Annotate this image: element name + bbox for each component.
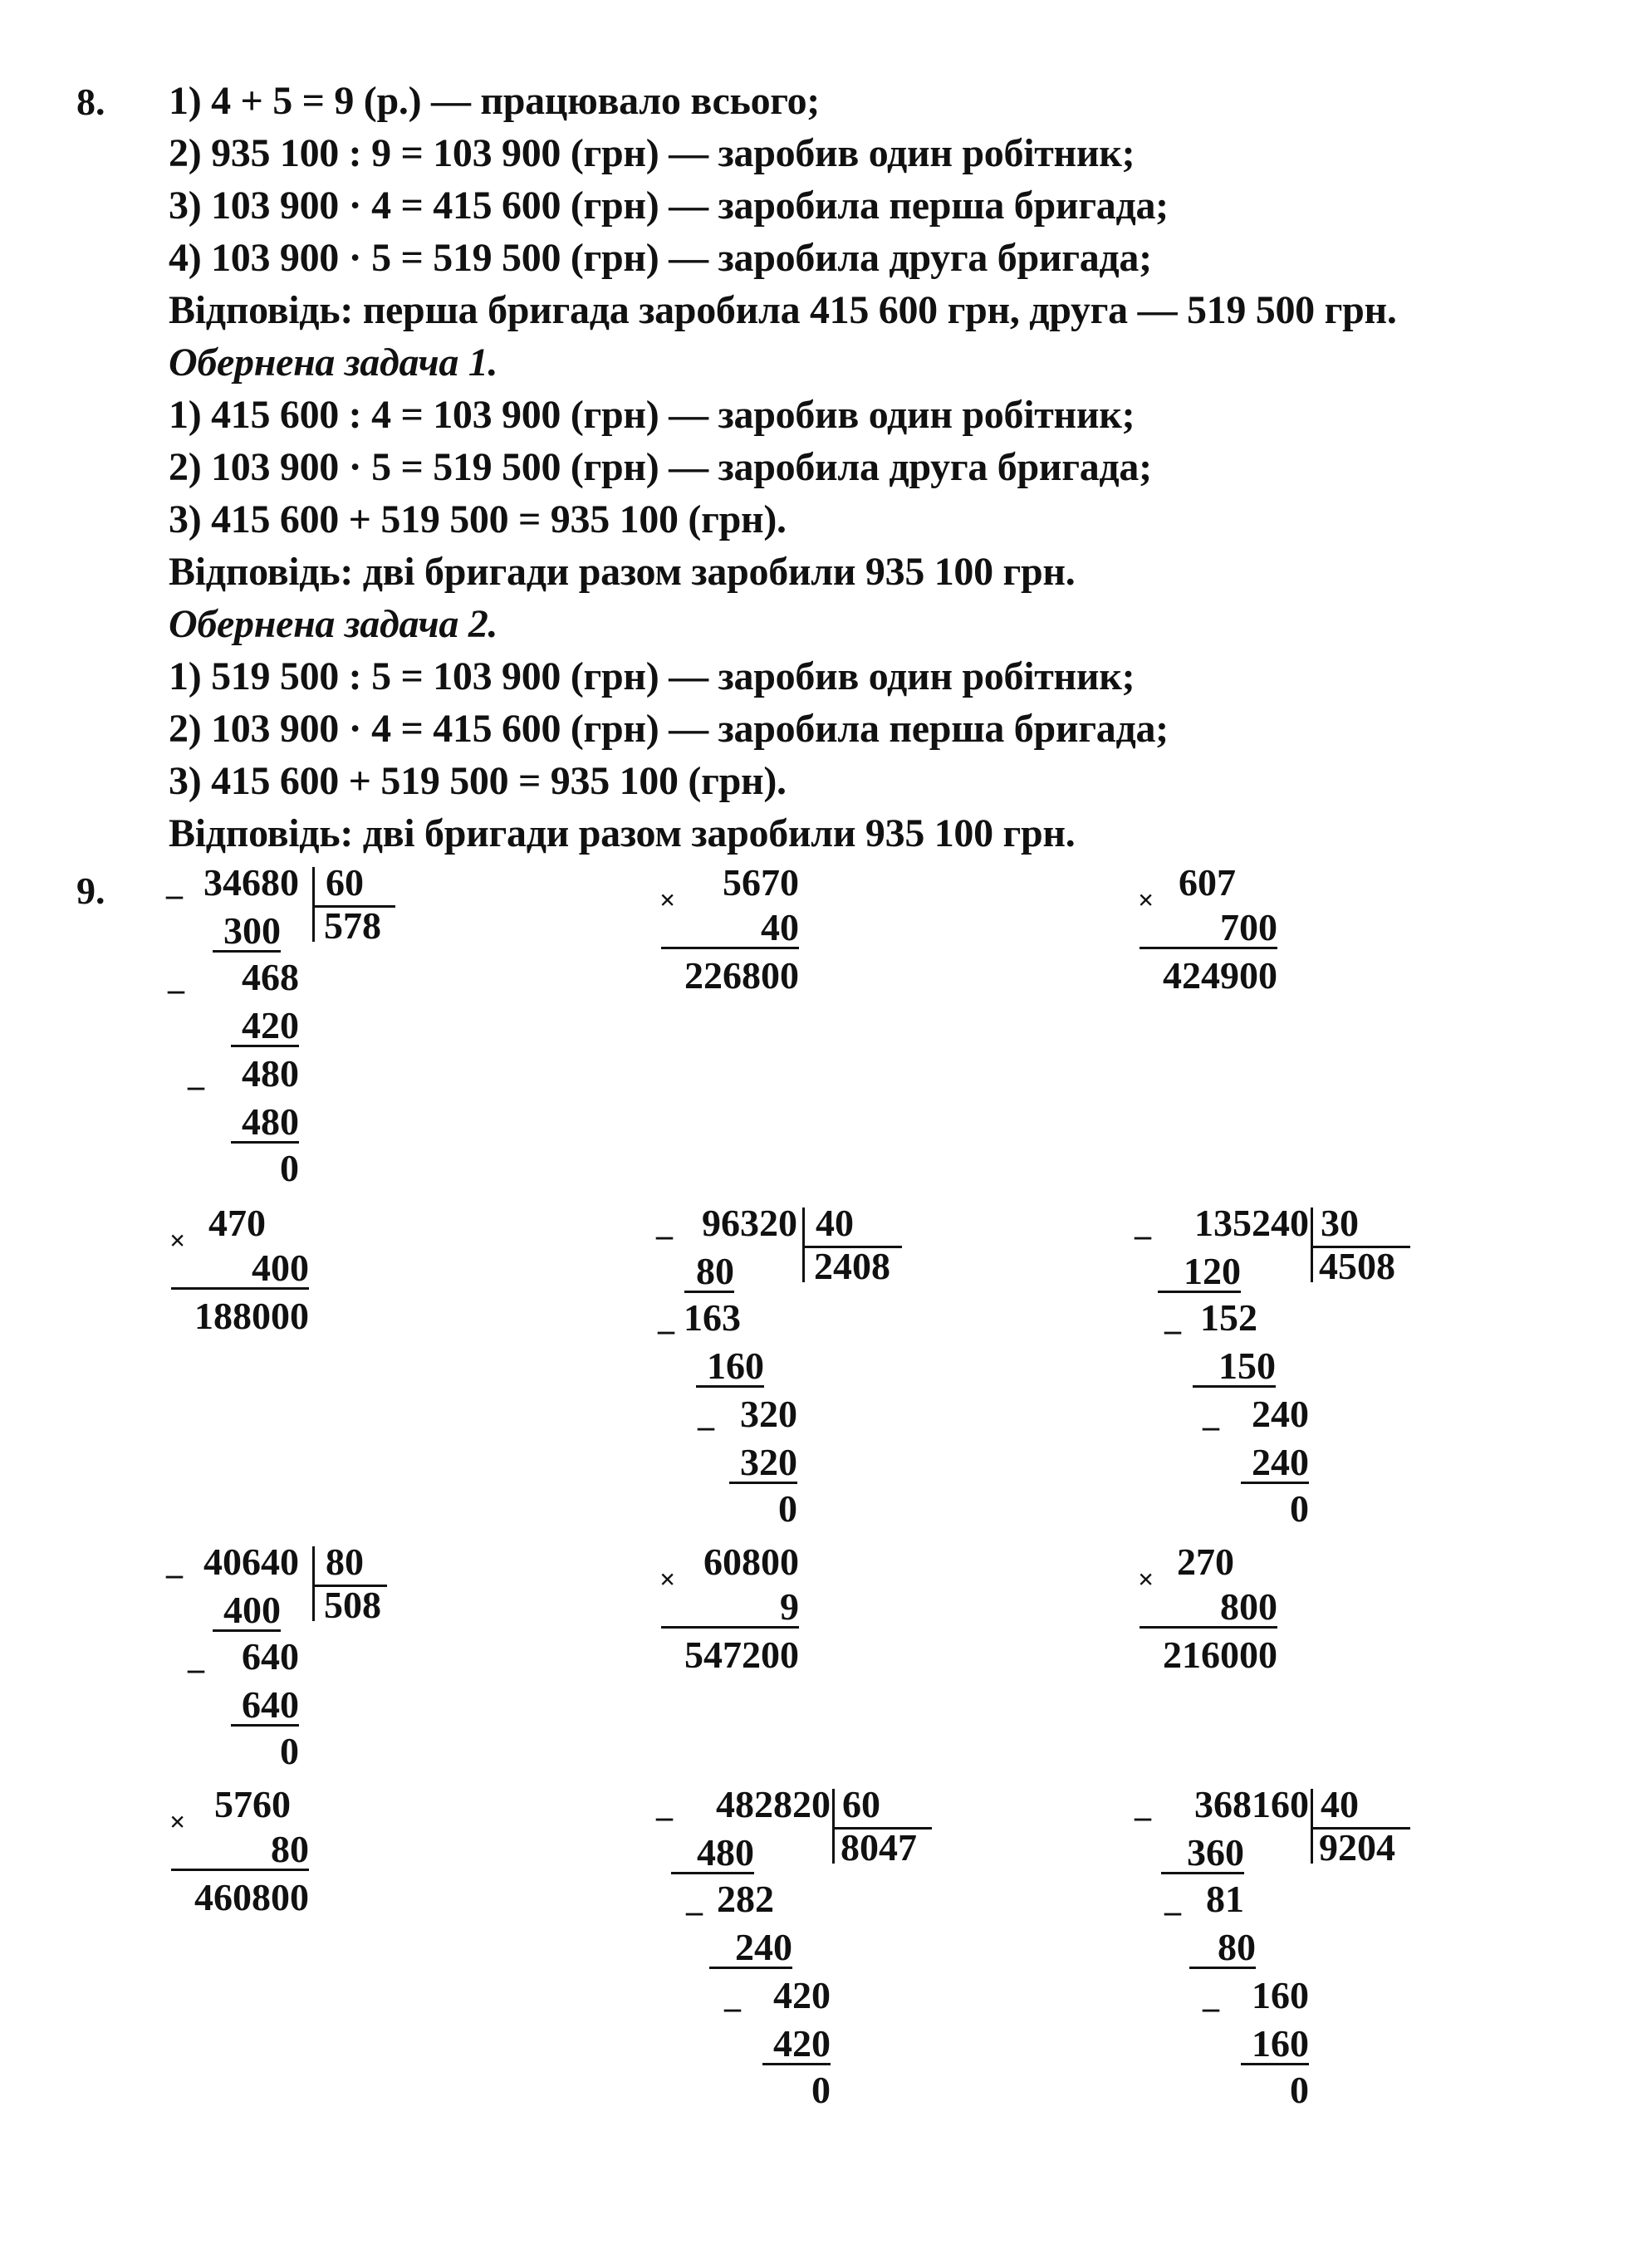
- column-multiplication-6: [166, 1785, 332, 1935]
- inverse-task-1-heading: Обернена задача 1.: [169, 340, 498, 385]
- minus-sign: _: [724, 1977, 741, 2015]
- multiplier: 400: [171, 1249, 309, 1290]
- division-bar: [1311, 1207, 1313, 1282]
- dividend: 34680: [203, 861, 299, 904]
- divisor: 40: [816, 1202, 854, 1244]
- step-value: 420: [762, 2025, 831, 2065]
- divisor: 30: [1321, 1202, 1359, 1244]
- divisor: 80: [326, 1541, 364, 1583]
- multiplier: 700: [1140, 909, 1277, 949]
- minus-sign: _: [1135, 1205, 1151, 1242]
- divisor: 60: [326, 861, 364, 904]
- step-value: 81: [1206, 1878, 1244, 1920]
- step-value: 360: [1161, 1834, 1244, 1874]
- task-8-line-2: 2) 935 100 : 9 = 103 900 (грн) — заробив один робітник;: [169, 131, 1135, 175]
- multiplier: 800: [1140, 1588, 1277, 1629]
- minus-sign: _: [1203, 1977, 1219, 2015]
- step-value: 420: [231, 1007, 299, 1047]
- dividend: 368160: [1194, 1783, 1309, 1825]
- product: 424900: [1163, 954, 1277, 997]
- product: 216000: [1163, 1634, 1277, 1676]
- task-8-line-1: 1) 4 + 5 = 9 (р.) — працювало всього;: [169, 79, 820, 123]
- divisor: 40: [1321, 1783, 1359, 1825]
- product: 547200: [684, 1634, 799, 1676]
- step-value: 0: [280, 1730, 299, 1772]
- step-value: 240: [1241, 1443, 1309, 1484]
- long-division-5: [656, 1785, 955, 2118]
- step-value: 480: [242, 1052, 299, 1095]
- multiplicand: 5670: [723, 861, 799, 904]
- step-value: 150: [1193, 1347, 1276, 1388]
- step-value: 0: [1290, 2069, 1309, 2111]
- division-bar: [1311, 1789, 1313, 1864]
- division-bar: [312, 1546, 315, 1621]
- minus-sign: _: [166, 1544, 183, 1581]
- step-value: 160: [1252, 1974, 1309, 2016]
- step-value: 0: [280, 1147, 299, 1189]
- quotient: 8047: [841, 1826, 917, 1869]
- inverse-1-line-1: 1) 415 600 : 4 = 103 900 (грн) — заробив один робітник;: [169, 393, 1135, 437]
- step-value: 240: [709, 1928, 792, 1969]
- minus-sign: _: [656, 1786, 673, 1824]
- long-division-4: [166, 1543, 415, 1792]
- multiplier: 9: [661, 1588, 799, 1629]
- division-bar: [312, 867, 315, 942]
- product: 188000: [194, 1295, 309, 1337]
- multiplicand: 60800: [703, 1541, 799, 1583]
- inverse-1-line-3: 3) 415 600 + 519 500 = 935 100 (грн).: [169, 497, 787, 541]
- times-sign: ×: [169, 1807, 186, 1838]
- step-value: 300: [213, 912, 281, 953]
- dividend: 40640: [203, 1541, 299, 1583]
- inverse-2-line-3: 3) 415 600 + 519 500 = 935 100 (грн).: [169, 759, 787, 803]
- step-value: 80: [684, 1252, 734, 1293]
- quotient: 9204: [1319, 1826, 1395, 1869]
- times-sign: ×: [659, 885, 676, 916]
- minus-sign: _: [1164, 1881, 1181, 1918]
- minus-sign: _: [166, 865, 183, 902]
- step-value: 320: [740, 1393, 797, 1435]
- product: 460800: [194, 1876, 309, 1918]
- minus-sign: _: [1135, 1786, 1151, 1824]
- column-multiplication-5: [1135, 1543, 1301, 1692]
- inverse-2-line-2: 2) 103 900 · 4 = 415 600 (грн) — заробила перша бригада;: [169, 707, 1169, 751]
- inverse-1-answer: Відповідь: дві бригади разом заробили 935 100 грн.: [169, 550, 1076, 594]
- step-value: 163: [684, 1296, 741, 1339]
- minus-sign: _: [1203, 1396, 1219, 1433]
- task-8-line-3: 3) 103 900 · 4 = 415 600 (грн) — заробила перша бригада;: [169, 184, 1169, 228]
- quotient: 578: [324, 904, 381, 947]
- step-value: 80: [1189, 1928, 1256, 1969]
- inverse-task-2-heading: Обернена задача 2.: [169, 602, 498, 646]
- long-division-2: [656, 1204, 930, 1536]
- task-8-answer: Відповідь: перша бригада заробила 415 600 грн, друга — 519 500 грн.: [169, 288, 1397, 332]
- step-value: 640: [242, 1635, 299, 1678]
- divisor: 60: [842, 1783, 880, 1825]
- step-value: 160: [696, 1347, 764, 1388]
- product: 226800: [684, 954, 799, 997]
- step-value: 640: [231, 1686, 299, 1727]
- task-8-line-4: 4) 103 900 · 5 = 519 500 (грн) — заробила друга бригада;: [169, 236, 1152, 280]
- multiplicand: 5760: [214, 1783, 291, 1825]
- multiplicand: 270: [1177, 1541, 1234, 1583]
- times-sign: ×: [659, 1565, 676, 1595]
- dividend: 96320: [702, 1202, 797, 1244]
- times-sign: ×: [169, 1226, 186, 1256]
- step-value: 0: [811, 2069, 831, 2111]
- long-division-3: [1135, 1204, 1434, 1536]
- step-value: 0: [1290, 1487, 1309, 1530]
- task-8-number: 8.: [76, 81, 105, 123]
- division-bar: [802, 1207, 805, 1282]
- inverse-2-answer: Відповідь: дві бригади разом заробили 935 100 грн.: [169, 811, 1076, 855]
- step-value: 420: [773, 1974, 831, 2016]
- step-value: 400: [213, 1591, 281, 1632]
- step-value: 0: [778, 1487, 797, 1530]
- minus-sign: _: [188, 1639, 204, 1676]
- multiplier: 80: [171, 1830, 309, 1871]
- minus-sign: _: [658, 1300, 674, 1337]
- minus-sign: _: [168, 959, 184, 997]
- minus-sign: _: [698, 1396, 714, 1433]
- times-sign: ×: [1138, 885, 1154, 916]
- column-multiplication-4: [656, 1543, 822, 1692]
- quotient: 4508: [1319, 1245, 1395, 1287]
- long-division-1: [166, 861, 415, 1196]
- step-value: 480: [671, 1834, 754, 1874]
- step-value: 282: [717, 1878, 774, 1920]
- multiplicand: 607: [1179, 861, 1236, 904]
- step-value: 480: [231, 1103, 299, 1144]
- minus-sign: _: [656, 1205, 673, 1242]
- division-bar: [832, 1789, 835, 1864]
- minus-sign: _: [686, 1881, 703, 1918]
- step-value: 152: [1200, 1296, 1257, 1339]
- multiplicand: 470: [208, 1202, 266, 1244]
- inverse-2-line-1: 1) 519 500 : 5 = 103 900 (грн) — заробив один робітник;: [169, 654, 1135, 698]
- minus-sign: _: [188, 1056, 204, 1093]
- task-9-number: 9.: [76, 869, 105, 912]
- quotient: 2408: [814, 1245, 890, 1287]
- inverse-1-line-2: 2) 103 900 · 5 = 519 500 (грн) — заробила друга бригада;: [169, 445, 1152, 489]
- column-multiplication-1: [656, 861, 822, 1013]
- column-multiplication-2: [1135, 861, 1301, 1013]
- times-sign: ×: [1138, 1565, 1154, 1595]
- long-division-6: [1135, 1785, 1434, 2118]
- step-value: 120: [1158, 1252, 1241, 1293]
- quotient: 508: [324, 1584, 381, 1626]
- step-value: 240: [1252, 1393, 1309, 1435]
- dividend: 135240: [1194, 1202, 1309, 1244]
- minus-sign: _: [1164, 1300, 1181, 1337]
- dividend: 482820: [716, 1783, 831, 1825]
- step-value: 468: [242, 956, 299, 998]
- step-value: 320: [729, 1443, 797, 1484]
- column-multiplication-3: [166, 1204, 332, 1354]
- step-value: 160: [1241, 2025, 1309, 2065]
- multiplier: 40: [661, 909, 799, 949]
